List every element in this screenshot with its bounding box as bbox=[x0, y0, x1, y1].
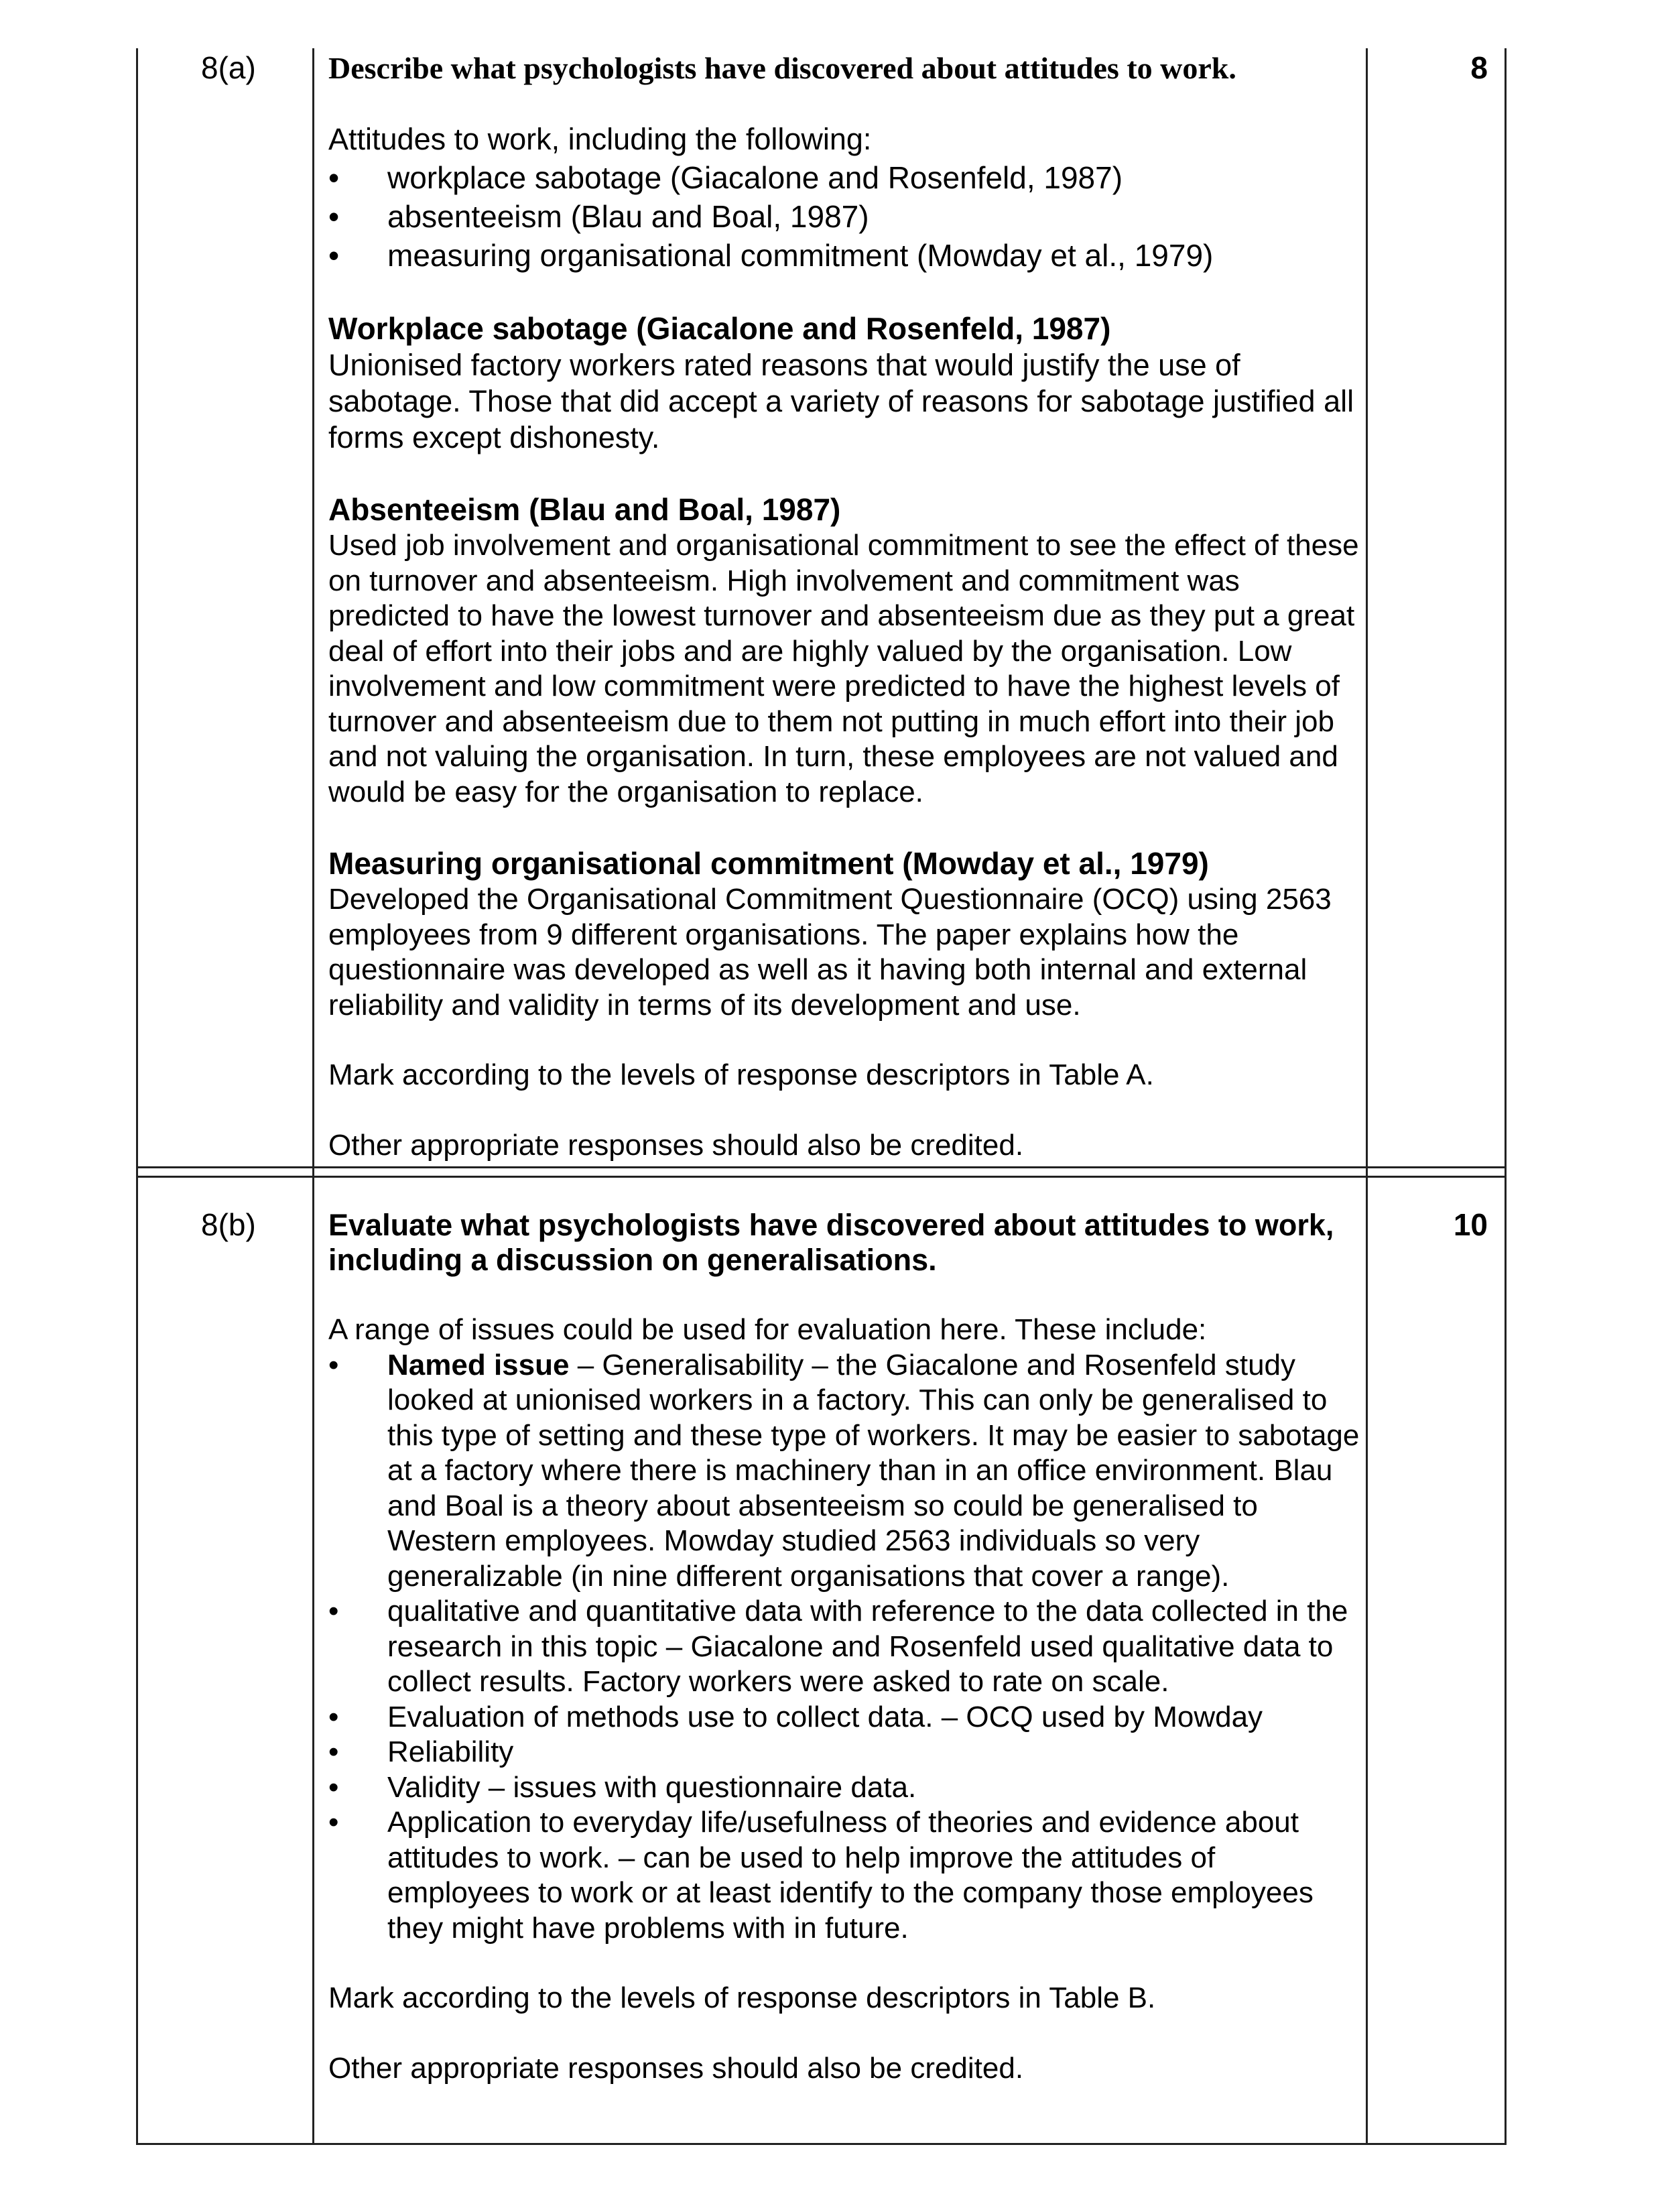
marks-8a: 8 bbox=[1470, 50, 1488, 85]
mark-note-8b: Mark according to the levels of response descriptors in Table B. bbox=[328, 1981, 1156, 2014]
list-item: • Named issue – Generalisability – the Giacalone and Rosenfeld study looked at unionised workers in a factory. This can only be generalised to this type of setting and these type of workers. It may be easier to sabotage at a factory where there is machinery than in an office environment. Blau and Boal is a theory about absenteeism so could be generalised to Western employees. Mowday studied 2563 individuals so very generalizable (in nine different organisations that cover a range). bbox=[328, 1348, 1360, 1593]
answer-8b bbox=[328, 1208, 1360, 2086]
evaluation-list-8b bbox=[328, 1348, 1360, 1947]
list-item: • absenteeism (Blau and Boal, 1987) bbox=[328, 197, 1360, 236]
list-item: • Application to everyday life/usefulness of theories and evidence about attitudes to work. – can be used to help improve the attitudes of employees to work or at least identify to the company those employees they might have problems with in future. bbox=[328, 1806, 1314, 1945]
section-heading: Absenteeism (Blau and Boal, 1987) bbox=[328, 492, 841, 527]
mark-note-8a: Mark according to the levels of response descriptors in Table A. bbox=[328, 1058, 1154, 1091]
section-body: Used job involvement and organisational commitment to see the effect of these on turnover and absenteeism. High involvement and commitment was predicted to have the lowest turnover and absenteeism due as they put a great deal of effort into their jobs and are highly valued by the organisation. Low involvement and low commitment were predicted to have the highest levels of turnover and absenteeism due to them not putting in much effort into their job and not valuing the organisation. In turn, these employees are not valued and would be easy for the organisation to replace. bbox=[328, 529, 1359, 808]
marks-8b: 10 bbox=[1453, 1207, 1488, 1242]
question-number-8a: 8(a) bbox=[201, 50, 256, 85]
bullet-icon: • bbox=[328, 160, 340, 195]
list-item: • measuring organisational commitment (Mowday et al., 1979) bbox=[328, 236, 1360, 275]
intro-8b: A range of issues could be used for evaluation here. These include: bbox=[328, 1313, 1207, 1346]
question-text-8a: Describe what psychologists have discovered about attitudes to work. bbox=[328, 51, 1236, 85]
bullet-icon: • bbox=[328, 1595, 339, 1627]
question-number-8b: 8(b) bbox=[201, 1207, 256, 1242]
intro-8a: Attitudes to work, including the following: bbox=[328, 122, 872, 156]
list-item: • Validity – issues with questionnaire data. bbox=[328, 1770, 1360, 1806]
answer-8a bbox=[328, 51, 1360, 1163]
table-bottom-border bbox=[136, 2143, 1507, 2145]
section-body: Unionised factory workers rated reasons that would justify the use of sabotage. Those that did accept a variety of reasons for sabotage justified all forms except dishonesty. bbox=[328, 348, 1354, 454]
bullet-icon: • bbox=[328, 1348, 339, 1381]
table-right-border bbox=[1505, 48, 1507, 2145]
question-text-8b: Evaluate what psychologists have discovered about attitudes to work, including a discussion on generalisations. bbox=[328, 1208, 1334, 1277]
table-divider-marks bbox=[1366, 48, 1368, 2145]
named-issue-label: Named issue bbox=[387, 1348, 570, 1381]
other-note-8b: Other appropriate responses should also be credited. bbox=[328, 2051, 1024, 2085]
bullet-icon: • bbox=[328, 1700, 339, 1733]
table-left-border bbox=[136, 48, 138, 2145]
bullet-icon: • bbox=[328, 199, 340, 234]
bullet-icon: • bbox=[328, 1806, 339, 1839]
row-separator-bottom bbox=[136, 1176, 1507, 1178]
list-item: • Evaluation of methods use to collect data. – OCQ used by Mowday bbox=[328, 1700, 1360, 1735]
list-item: • workplace sabotage (Giacalone and Rosenfeld, 1987) bbox=[328, 158, 1360, 197]
section-heading: Workplace sabotage (Giacalone and Rosenfeld, 1987) bbox=[328, 311, 1111, 346]
other-note-8a: Other appropriate responses should also be credited. bbox=[328, 1128, 1024, 1162]
section-body: Developed the Organisational Commitment Questionnaire (OCQ) using 2563 employees from 9 different organisations. The paper explains how the questionnaire was developed as well as it having both internal and external reliability and validity in terms of its development and use. bbox=[328, 883, 1332, 1022]
topic-list-8a bbox=[328, 158, 1360, 275]
list-item: • qualitative and quantitative data with reference to the data collected in the research in this topic – Giacalone and Rosenfeld used qualitative data to collect results. Factory workers were asked to rate on scale. bbox=[328, 1595, 1348, 1698]
list-item: • Reliability bbox=[328, 1735, 1360, 1770]
table-divider-number bbox=[312, 48, 314, 2145]
bullet-icon: • bbox=[328, 1735, 339, 1768]
section-heading: Measuring organisational commitment (Mowday et al., 1979) bbox=[328, 846, 1209, 881]
bullet-icon: • bbox=[328, 238, 340, 273]
bullet-icon: • bbox=[328, 1770, 339, 1804]
row-separator-top bbox=[136, 1166, 1507, 1168]
